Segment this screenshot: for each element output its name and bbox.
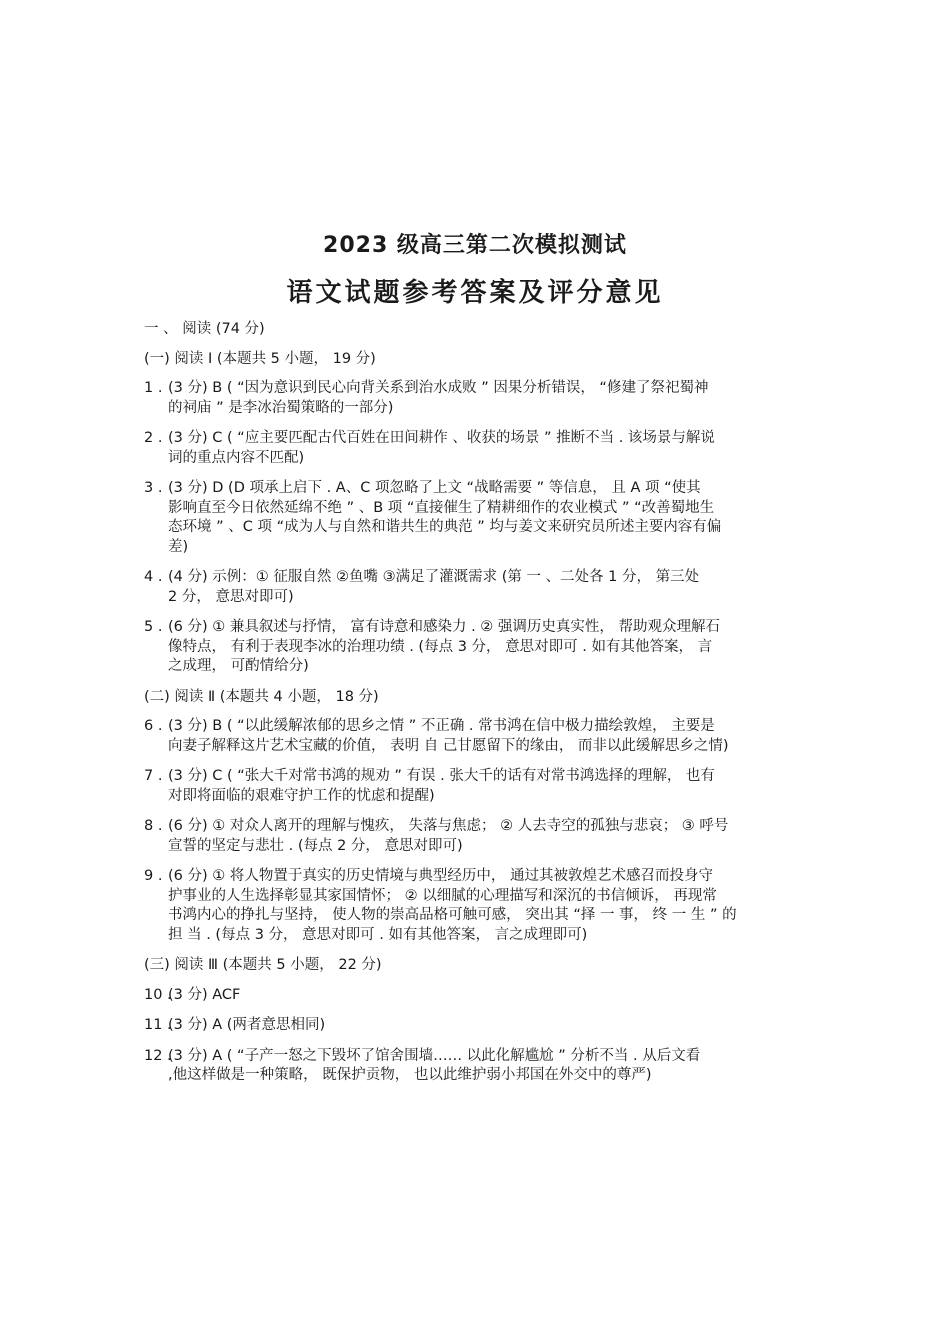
question-number: 7 .: [144, 768, 163, 784]
answer-line: 词的重点内容不匹配): [168, 449, 305, 466]
question-number: 11 .: [144, 1017, 172, 1033]
answer-line: 像特点， 有利于表现李冰的治理功绩 . (每点 3 分， 意思对即可 . 如有其他答案， 言: [168, 638, 713, 655]
answer-line: 差): [168, 538, 189, 555]
question-number: 6 .: [144, 718, 163, 734]
section-heading: (一) 阅读 Ⅰ (本题共 5 小题， 19 分): [144, 350, 376, 367]
answer-line: (3 分) A ( “子产一怒之下毁坏了馆舍围墙…… 以此化解尴尬 ” 分析不当 . 从后文看: [168, 1047, 701, 1064]
answer-line: (6 分) ① 对众人离开的理解与愧疚， 失落与焦虑； ② 人去寺空的孤独与悲哀； ③ 呼号: [168, 818, 729, 834]
answer-line: (3 分) D (D 项承上启下 . A、C 项忽略了上文 “战略需要 ” 等信息， 且 A 项 “使其: [168, 480, 701, 496]
answer-line: 书鸿内心的挣扎与坚持， 使人物的崇高品格可触可感， 突出其 “择 一 事， 终 一 生 ” 的: [168, 907, 737, 923]
answer-text: [168, 379, 814, 418]
question-number: 8 .: [144, 818, 163, 834]
answer-line: (6 分) ① 将人物置于真实的历史情境与典型经历中， 通过其被敦煌艺术感召而投身守: [168, 868, 713, 884]
answer-content: [144, 320, 814, 1097]
answer-text: [168, 618, 814, 677]
answer-item: [144, 379, 814, 418]
question-number: 5 .: [144, 619, 163, 635]
answer-item: [144, 986, 814, 1006]
answer-line: 2 分， 意思对即可): [168, 588, 294, 605]
answer-item: [144, 479, 814, 557]
answer-line: (3 分) A (两者意思相同): [168, 1017, 326, 1033]
answer-item: [144, 817, 814, 856]
question-number: 3 .: [144, 480, 163, 496]
section-heading: (二) 阅读 Ⅱ (本题共 4 小题， 18 分): [144, 688, 379, 705]
answer-line: (3 分) ACF: [168, 986, 241, 1003]
part-heading: 一 、 阅读 (74 分): [144, 321, 265, 337]
answer-text: [168, 479, 814, 557]
answer-item: [144, 1047, 814, 1086]
answer-line: 态环境 ” 、C 项 “成为人与自然和谐共生的典范 ” 均与姜文来研究员所述主要内容有偏: [168, 519, 722, 535]
answer-item: [144, 429, 814, 468]
answer-text: [168, 1016, 814, 1036]
answer-line: (3 分) B ( “以此缓解浓郁的思乡之情 ” 不正确 . 常书鸿在信中极力描绘敦煌， 主要是: [168, 718, 715, 734]
answer-text: [168, 867, 814, 945]
answer-text: [168, 429, 814, 468]
answer-item: [144, 1016, 814, 1036]
answer-text: [168, 1047, 814, 1086]
question-number: 9 .: [144, 868, 163, 884]
answer-line: (6 分) ① 兼具叙述与抒情， 富有诗意和感染力 . ② 强调历史真实性， 帮助观众理解石: [168, 619, 721, 635]
answer-line: 宣誓的坚定与悲壮 . (每点 2 分， 意思对即可): [168, 837, 463, 854]
answer-line: 的祠庙 ” 是李冰治蜀策略的一部分): [168, 399, 394, 416]
answer-line: ,他这样做是一种策略， 既保护贡物， 也以此维护弱小邦国在外交中的尊严): [168, 1067, 652, 1083]
answer-text: [168, 767, 814, 806]
question-number: 4 .: [144, 569, 163, 585]
section-heading: (三) 阅读 Ⅲ (本题共 5 小题， 22 分): [144, 957, 382, 973]
document-title: 语文试题参考答案及评分意见: [286, 278, 664, 308]
answer-item: [144, 867, 814, 945]
answer-text: [168, 568, 814, 607]
question-number: 10 .: [144, 986, 172, 1003]
answer-line: (3 分) C ( “张大千对常书鸿的规劝 ” 有误 . 张大千的话有对常书鸿选择的理解， 也有: [168, 768, 715, 784]
answer-line: 对即将面临的艰难守护工作的忧虑和提醒): [168, 787, 435, 804]
question-number: 2 .: [144, 430, 163, 446]
answer-text: [168, 986, 814, 1006]
answer-line: 护事业的人生选择彰显其家国情怀； ② 以细腻的心理描写和深沉的书信倾诉， 再现常: [168, 887, 717, 904]
question-number: 12 .: [144, 1047, 172, 1064]
answer-line: (3 分) B ( “因为意识到民心向背关系到治水成败 ” 因果分析错误， “修建了祭祀蜀神: [168, 380, 709, 396]
answer-item: [144, 618, 814, 677]
exam-title: 2023 级高三第二次模拟测试: [323, 233, 627, 258]
answer-line: 担 当 . (每点 3 分， 意思对即可 . 如有其他答案， 言之成理即可): [168, 926, 588, 943]
answer-line: 向妻子解释这片艺术宝藏的价值， 表明 自 己甘愿留下的缘由， 而非以此缓解思乡之情): [168, 737, 729, 754]
answer-item: [144, 767, 814, 806]
answer-item: [144, 717, 814, 756]
answer-line: 之成理， 可酌情给分): [168, 658, 309, 674]
answer-line: (3 分) C ( “应主要匹配古代百姓在田间耕作 、收获的场景 ” 推断不当 . 该场景与解说: [168, 430, 715, 446]
answer-text: [168, 717, 814, 756]
question-number: 1 .: [144, 380, 163, 396]
answer-text: [168, 817, 814, 856]
answer-line: 影响直至今日依然延绵不绝 ” 、B 项 “直接催生了精耕细作的农业模式 ” “改善蜀地生: [168, 499, 715, 516]
answer-item: [144, 568, 814, 607]
answer-line: (4 分) 示例：① 征服自然 ②鱼嘴 ③满足了灌溉需求 (第 一 、二处各 1 分， 第三处: [168, 569, 700, 585]
